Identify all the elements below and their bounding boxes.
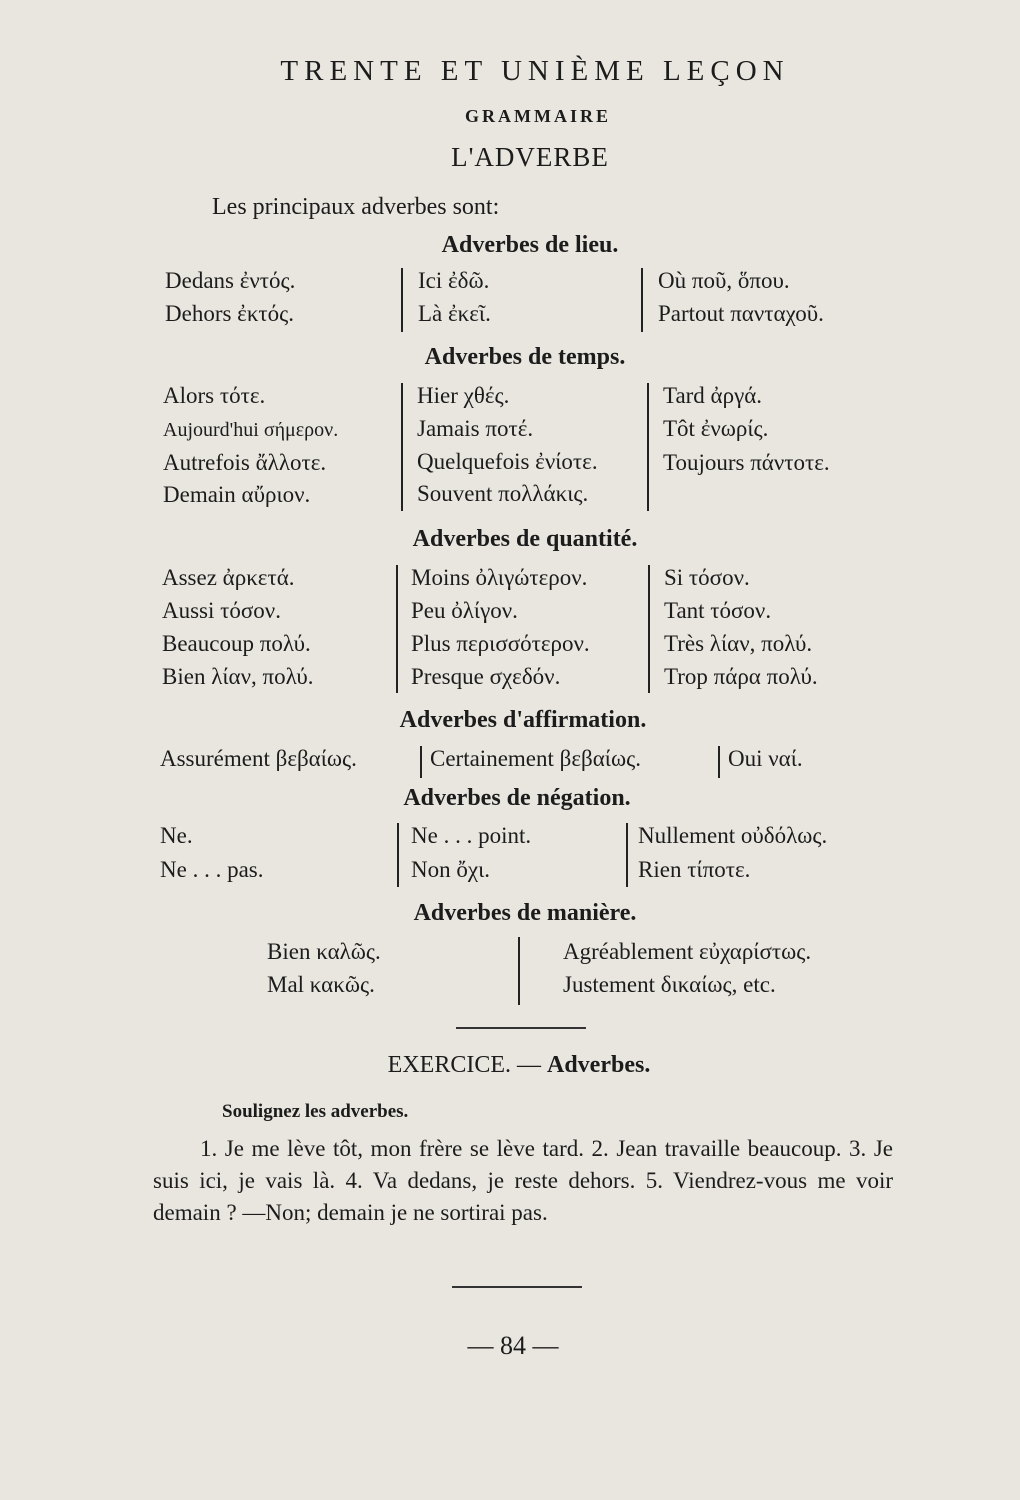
exercise-instruction: Soulignez les adverbes. bbox=[222, 1101, 409, 1122]
quantite-col1-item: Bien λίαν, πολύ. bbox=[162, 664, 314, 689]
separator-rule bbox=[452, 1286, 582, 1288]
affirmation-item: Certainement βεβαίως. bbox=[430, 746, 641, 771]
lieu-col1-item: Dehors ἐκτός. bbox=[165, 301, 295, 326]
temps-col1-item: Demain αὔριον. bbox=[163, 482, 311, 507]
lieu-col3-item: Où ποῦ, ὅπου. bbox=[658, 268, 790, 293]
exercise-heading bbox=[388, 1052, 651, 1079]
maniere-col2-item: Agréablement εὐχαρίστως. bbox=[563, 939, 812, 964]
temps-col2-item: Quelquefois ἐνίοτε. bbox=[417, 449, 598, 474]
quantite-col2-item: Plus περισσότερον. bbox=[411, 631, 590, 656]
column-divider bbox=[518, 937, 520, 1005]
maniere-col1-item: Bien καλῶς. bbox=[267, 939, 381, 964]
column-divider bbox=[626, 823, 628, 887]
negation-col1-item: Ne. bbox=[160, 823, 193, 848]
quantite-col2-item: Peu ὀλίγον. bbox=[411, 598, 518, 623]
temps-col1-item: Alors τότε. bbox=[163, 383, 266, 408]
quantite-col2-item: Presque σχεδόν. bbox=[411, 664, 561, 689]
temps-col2-item: Jamais ποτέ. bbox=[417, 416, 534, 441]
page-number: — 84 — bbox=[467, 1331, 559, 1360]
column-divider bbox=[718, 746, 720, 778]
maniere-title: Adverbes de manière. bbox=[413, 900, 637, 926]
column-divider bbox=[401, 268, 403, 332]
intro-text: Les principaux adverbes sont: bbox=[212, 194, 500, 220]
temps-col2-item: Hier χθές. bbox=[417, 383, 510, 408]
lieu-col1-item: Dedans ἐντός. bbox=[165, 268, 296, 293]
affirmation-item: Assurément βεβαίως. bbox=[160, 746, 357, 771]
negation-col2-item: Non ὄχι. bbox=[411, 857, 491, 882]
column-divider bbox=[420, 746, 422, 778]
quantite-col3-item: Tant τόσον. bbox=[664, 598, 772, 623]
column-divider bbox=[401, 383, 403, 511]
negation-col3-item: Rien τίποτε. bbox=[638, 857, 751, 882]
temps-col3-item: Tard ἀργά. bbox=[663, 383, 763, 408]
temps-col1-item: Aujourd'hui σήμερον. bbox=[163, 419, 339, 441]
exercise-prefix: EXERCICE. — bbox=[387, 1052, 541, 1078]
topic-title: L'ADVERBE bbox=[451, 142, 609, 172]
column-divider bbox=[647, 383, 649, 511]
quantite-col3-item: Trop πάρα πολύ. bbox=[664, 664, 818, 689]
quantite-col1-item: Aussi τόσον. bbox=[162, 598, 281, 623]
quantite-col2-item: Moins ὀλιγώτερον. bbox=[411, 565, 588, 590]
exercise-paragraph: 1. Je me lève tôt, mon frère se lève tard. 2. Jean travaille beaucoup. 3. Je suis ici, je vais là. 4. Va dedans, je reste dehors. 5. Viendrez-vous me voir demain ? —Non; demain je ne sortirai pas. bbox=[153, 1136, 893, 1225]
quantite-col1-item: Assez ἀρκετά. bbox=[162, 565, 295, 590]
quantite-title: Adverbes de quantité. bbox=[412, 526, 638, 552]
negation-title: Adverbes de négation. bbox=[403, 785, 631, 811]
section-title: GRAMMAIRE bbox=[465, 106, 611, 126]
maniere-col1-item: Mal κακῶς. bbox=[267, 972, 375, 997]
negation-col3-item: Nullement οὐδόλως. bbox=[638, 823, 828, 848]
affirmation-item: Oui ναί. bbox=[728, 746, 803, 771]
temps-col1-item: Autrefois ἄλλοτε. bbox=[163, 450, 327, 475]
column-divider bbox=[641, 268, 643, 332]
negation-col1-item: Ne . . . pas. bbox=[160, 857, 264, 882]
negation-col2-item: Ne . . . point. bbox=[411, 823, 532, 848]
exercise-title: Adverbes. bbox=[547, 1052, 651, 1078]
exercise-text bbox=[153, 1133, 893, 1229]
separator-rule bbox=[456, 1027, 586, 1029]
temps-col3-item: Tôt ἐνωρίς. bbox=[663, 416, 769, 441]
affirmation-title: Adverbes d'affirmation. bbox=[399, 707, 647, 733]
quantite-col3-item: Très λίαν, πολύ. bbox=[664, 631, 813, 656]
temps-col2-item: Souvent πολλάκις. bbox=[417, 481, 589, 506]
column-divider bbox=[396, 565, 398, 693]
lieu-col2-item: Ici ἐδῶ. bbox=[418, 268, 490, 293]
maniere-col2-item: Justement δικαίως, etc. bbox=[563, 972, 776, 997]
temps-col3-item: Toujours πάντοτε. bbox=[663, 450, 830, 475]
lesson-title: TRENTE ET UNIÈME LEÇON bbox=[280, 55, 790, 87]
lieu-col3-item: Partout πανταχοῦ. bbox=[658, 301, 824, 326]
quantite-col1-item: Beaucoup πολύ. bbox=[162, 631, 311, 656]
lieu-col2-item: Là ἐκεῖ. bbox=[418, 301, 491, 326]
lieu-title: Adverbes de lieu. bbox=[441, 232, 619, 258]
column-divider bbox=[648, 565, 650, 693]
temps-title: Adverbes de temps. bbox=[424, 344, 626, 370]
column-divider bbox=[397, 823, 399, 887]
quantite-col3-item: Si τόσον. bbox=[664, 565, 750, 590]
